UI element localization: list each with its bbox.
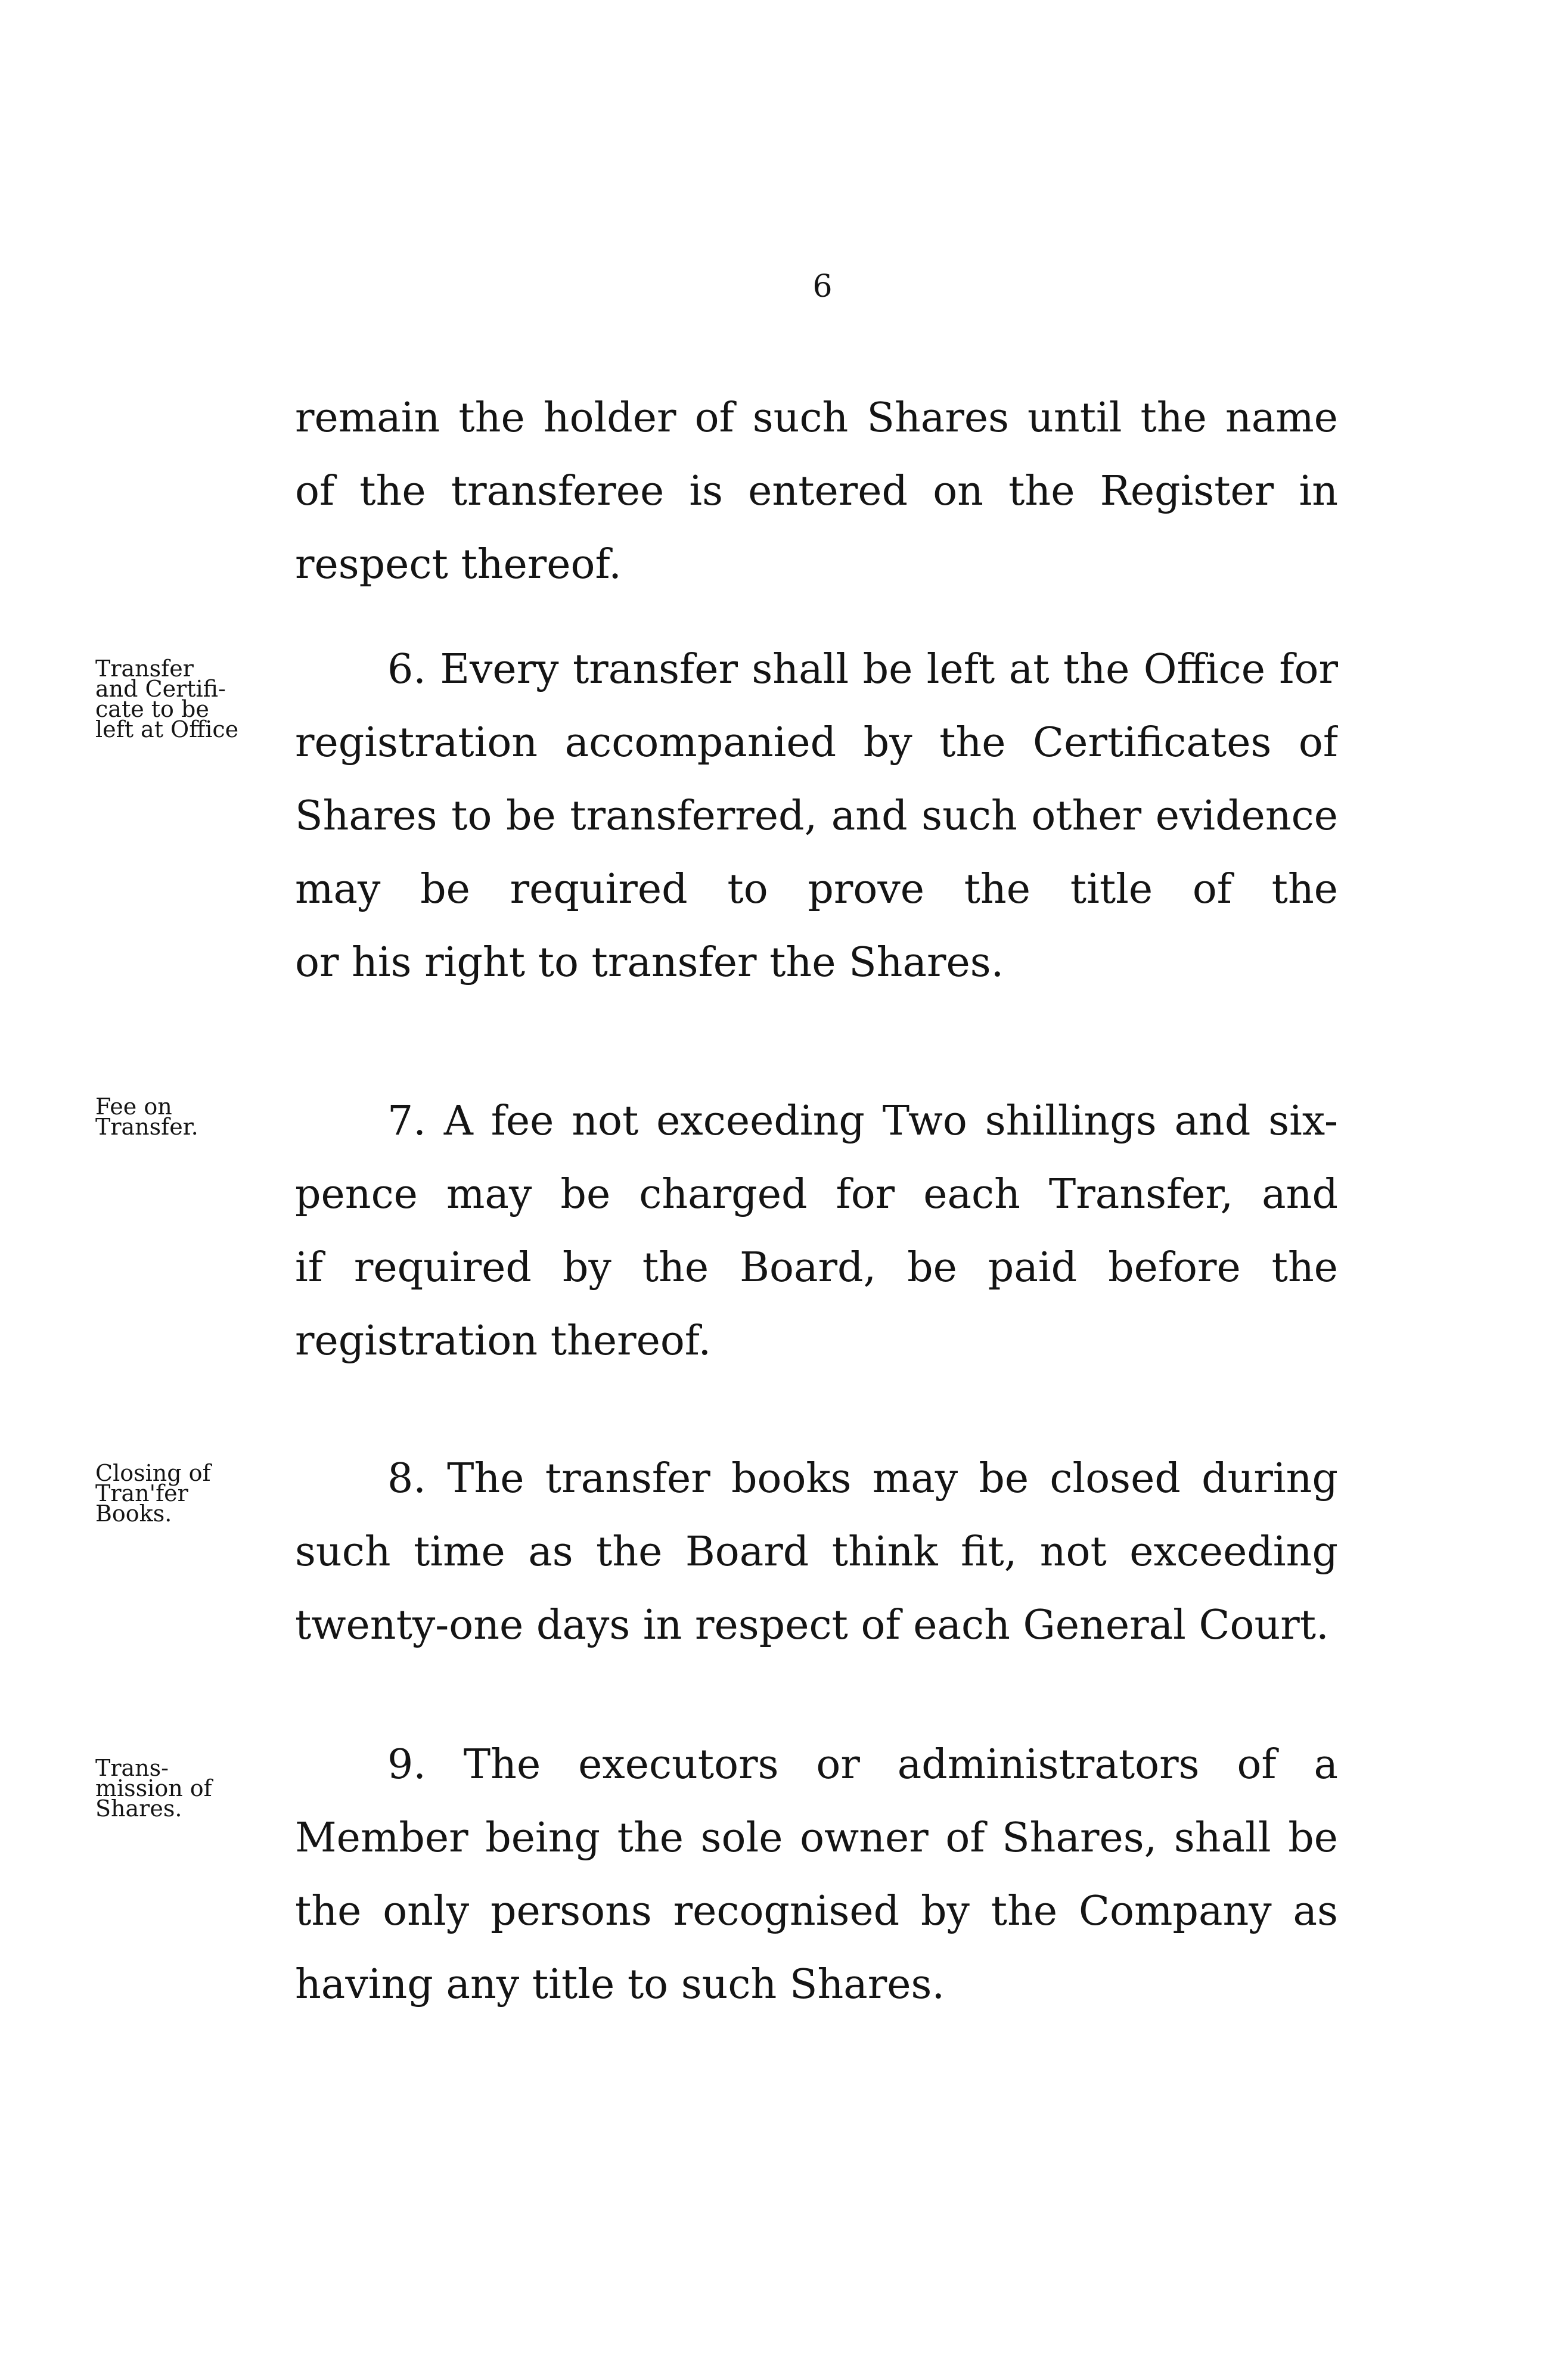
sidenote-line: Fee on [95,1093,172,1120]
paragraph-line: may be required to prove the title of the [295,866,1338,913]
paragraph-line: 7. A fee not exceeding Two shillings and six- [387,1098,1338,1145]
paragraph-line: 9. The executors or administrators of a [387,1741,1338,1788]
paragraph-line: 8. The transfer books may be closed during [387,1455,1338,1502]
paragraph-line: pence may be charged for each Transfer, and [295,1171,1338,1218]
paragraph-9 [295,1728,1338,2021]
sidenote-closing-books [95,1460,292,1527]
paragraph-continuation [295,381,1338,601]
paragraph-line: registration accompanied by the Certificates of [295,719,1338,766]
sidenote-line: mission of [95,1775,212,1801]
paragraph-8 [295,1442,1338,1662]
sidenote-transmission-shares [95,1755,292,1822]
sidenote-line: Shares. [95,1795,182,1822]
sidenote-transfer-certificate [95,655,292,742]
paragraph-line: twenty-one days in respect of each General Court. [295,1602,1329,1649]
paragraph-line: remain the holder of such Shares until the name [295,394,1338,442]
page-number: 6 [812,269,833,305]
paragraph-line: registration thereof. [295,1318,712,1365]
sidenote-line: and Certifi- [95,676,226,702]
paragraph-line: if required by the Board, be paid before the [295,1244,1338,1291]
paragraph-line: of the transferee is entered on the Register in [295,468,1338,515]
paragraph-line: Member being the sole owner of Shares, shall be [295,1814,1338,1862]
paragraph-line: the only persons recognised by the Company as [295,1888,1338,1935]
sidenote-line: Tran'fer [95,1480,188,1506]
paragraph-line: having any title to such Shares. [295,1961,945,2008]
sidenote-line: Transfer [95,655,194,682]
sidenote-line: Trans- [95,1755,169,1781]
sidenote-line: Books. [95,1500,172,1527]
paragraph-line: such time as the Board think fit, not exceeding [295,1528,1338,1576]
sidenote-line: Transfer. [95,1114,198,1140]
paragraph-line: respect thereof. [295,541,622,588]
sidenote-line: Closing of [95,1460,211,1486]
paragraph-line: Shares to be transferred, and such other evidence [295,793,1338,840]
sidenote-fee-on-transfer [95,1093,292,1140]
paragraph-line: 6. Every transfer shall be left at the Office for [387,646,1338,693]
sidenote-line: left at Office [95,716,239,742]
paragraph-7 [295,1085,1338,1378]
sidenote-line: cate to be [95,696,209,722]
paragraph-line: or his right to transfer the Shares. [295,939,1004,986]
paragraph-6 [295,633,1338,999]
